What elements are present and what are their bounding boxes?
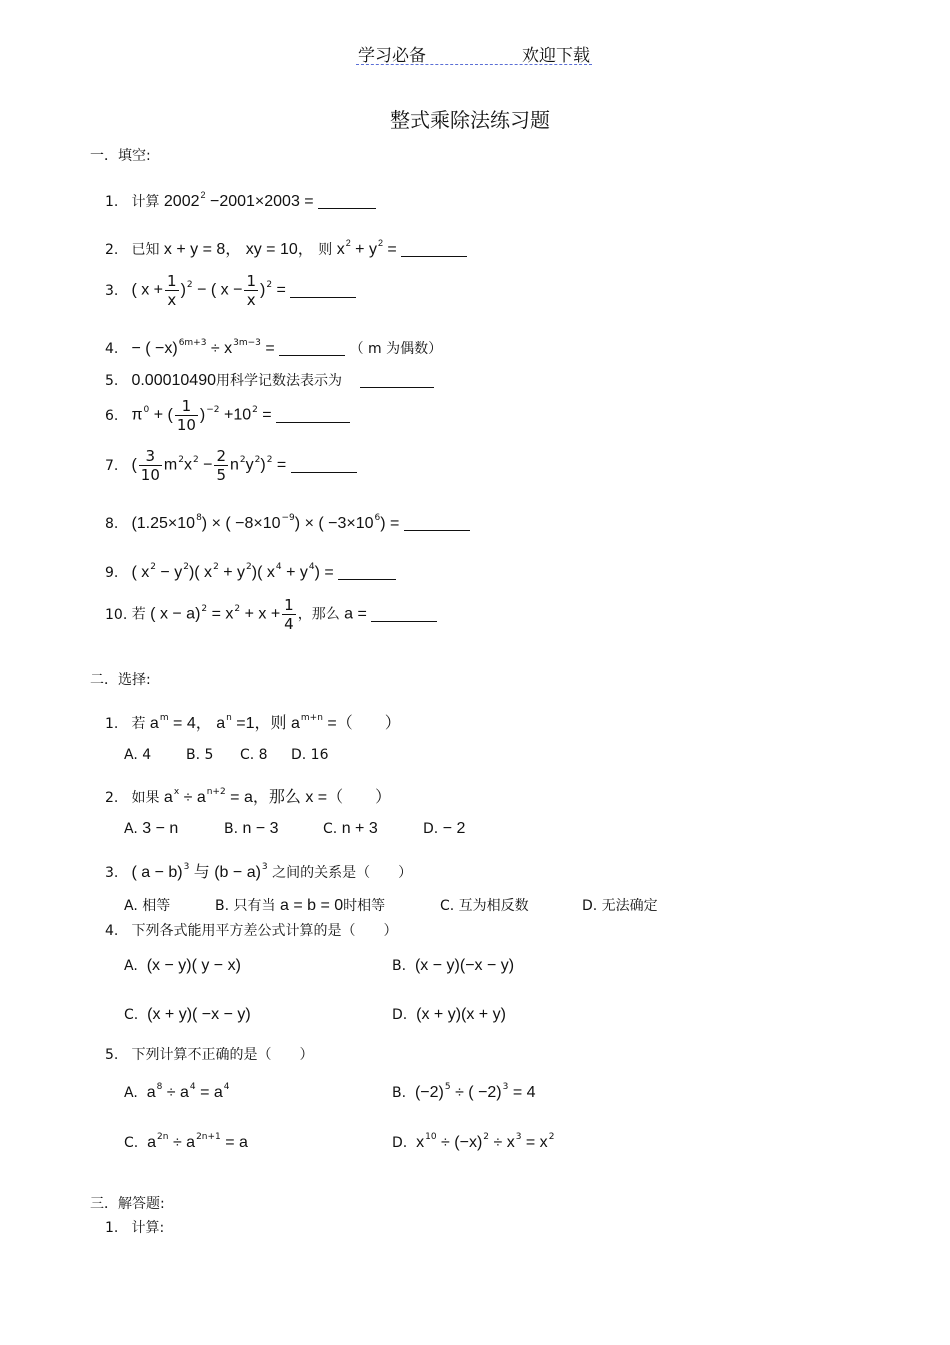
fill-q2: 2. 已知 x + y = 8， xy = 10， 则 $x^2 + y^2$ =: [105, 233, 467, 260]
fill-q8: 8. $(1.25\times 10^8)$ × ( $-8\times 10^{-9}$) × ( $-3\times 10^6$) =: [105, 508, 470, 534]
choice-q2-option-c[interactable]: C. n + 3: [323, 820, 378, 837]
section-fill-heading: 一．填空:: [90, 148, 151, 164]
choice-q1: 1. 若 $a^m = 4$， $a^n =1$，则 $a^{m+n}$ =（ ）: [105, 713, 401, 732]
choice-q4-option-b[interactable]: B. (x − y)(−x − y): [392, 957, 515, 974]
choice-q5: 5. 下列计算不正确的是（ ）: [105, 1047, 314, 1063]
choice-q1-option-d[interactable]: D. 16: [291, 747, 329, 763]
choice-q4-option-d[interactable]: D. (x + y)(x + y): [392, 1006, 506, 1023]
answer-blank[interactable]: [371, 621, 437, 622]
section-choice-heading: 二．选择:: [90, 672, 151, 688]
choice-q2-option-b[interactable]: B. n − 3: [224, 820, 279, 837]
fill-q6: 6. $\pi^0$ + ( $\frac{1}{10}$ )$^{-2} +10^2$ =: [105, 397, 350, 434]
fill-q9: 9. ( $x^2 - y^2$)( $x^2 + y^2$)( $x^4 + y^4$) =: [105, 557, 396, 583]
choice-q5-option-c[interactable]: C. $a^{2n} \div a^{2n+1} = a$: [124, 1132, 248, 1151]
header-left: 学习必备: [358, 46, 426, 66]
fill-q7: 7. ( $\frac{3}{10}$ $m^2x^2$ − $\frac{2}{5}$ $n^2y^2)^2$ =: [105, 447, 357, 484]
answer-blank[interactable]: [404, 530, 470, 531]
choice-q3-option-b[interactable]: B. 只有当 a = b = 0时相等: [215, 897, 386, 914]
choice-q2-option-a[interactable]: A. 3 − n: [124, 820, 179, 837]
answer-blank[interactable]: [318, 208, 376, 209]
choice-q4-option-c[interactable]: C. (x + y)( −x − y): [124, 1006, 251, 1023]
choice-q4-option-a[interactable]: A. (x − y)( y − x): [124, 957, 241, 974]
fill-q5: 5. 0.00010490用科学记数法表示为: [105, 371, 434, 391]
choice-q3-option-c[interactable]: C. 互为相反数: [440, 898, 529, 914]
fill-q4: 4. − ( $-x)^{6m+3} \div x^{3m-3}$ = （ m 为偶数）: [105, 338, 443, 357]
page-title: 整式乘除法练习题: [390, 108, 550, 132]
solve-q1: 1. 计算:: [105, 1220, 165, 1236]
answer-blank[interactable]: [276, 422, 350, 423]
choice-q3: 3. ( a − b)$^3$ 与 $(b - a)^3$ 之间的关系是（ ）: [105, 862, 413, 881]
answer-blank[interactable]: [279, 355, 345, 356]
fill-q10: 10. 若 ( $x - a)^2 = x^2 + x$ + $\frac{1}{4}$ ，那么 a =: [105, 596, 437, 633]
choice-q1-option-c[interactable]: C. 8: [240, 747, 268, 763]
section-solve-heading: 三．解答题:: [90, 1196, 165, 1212]
fill-q1: 1. 计算 2002$^2$ −2001×2003 =: [105, 185, 376, 212]
choice-q1-option-a[interactable]: A. 4: [124, 747, 152, 763]
choice-q3-option-a[interactable]: A. 相等: [124, 898, 171, 914]
choice-q2-option-d[interactable]: D. − 2: [423, 820, 466, 837]
choice-q5-option-d[interactable]: D. $x^{10} \div (-x)^2 \div x^3 = x^2$: [392, 1132, 555, 1151]
answer-blank[interactable]: [338, 579, 396, 580]
answer-blank[interactable]: [290, 297, 356, 298]
page-header: [356, 40, 592, 65]
choice-q5-option-b[interactable]: B. $(-2)^5$ ÷ ( −2)$^3$ = 4: [392, 1082, 536, 1101]
header-right: 欢迎下载: [522, 46, 590, 66]
answer-blank[interactable]: [291, 472, 357, 473]
choice-q1-option-b[interactable]: B. 5: [186, 747, 214, 763]
fill-q3: 3. ( x + $\frac{1}{x}$ )$^2$ − ( x − $\frac{1}{x}$ )$^2$ =: [105, 272, 356, 309]
answer-blank[interactable]: [360, 387, 434, 388]
choice-q2: 2. 如果 $a^x \div a^{n+2} = a$，那么 x =（ ）: [105, 787, 392, 806]
choice-q3-option-d[interactable]: D. 无法确定: [582, 898, 658, 914]
answer-blank[interactable]: [401, 256, 467, 257]
choice-q5-option-a[interactable]: A. $a^8 \div a^4 = a^4$: [124, 1082, 230, 1101]
choice-q4: 4. 下列各式能用平方差公式计算的是（ ）: [105, 923, 398, 939]
